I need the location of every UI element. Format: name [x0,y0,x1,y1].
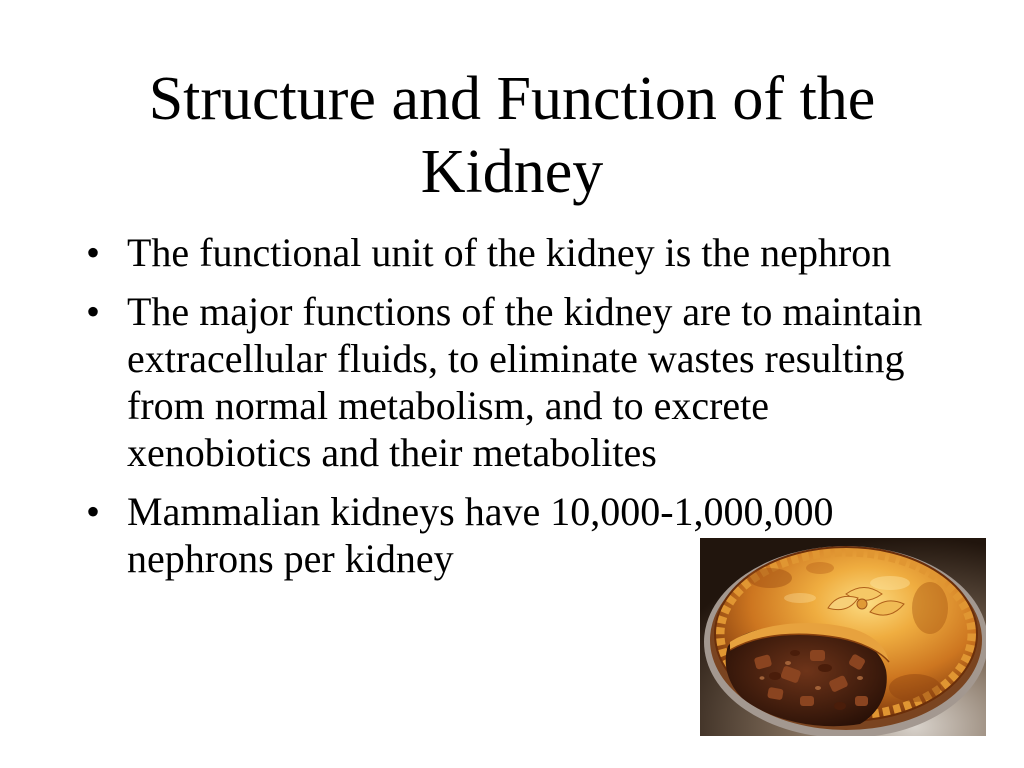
bullet-item [86,288,940,476]
bullet-glyph: • [86,230,101,275]
kidney-pie-photo [700,538,986,736]
bullet-text: Mammalian kidneys have 10,000-1,000,000 nephrons per kidney [127,489,834,581]
bullet-text: The major functions of the kidney are to maintain extracellular fluids, to eliminate wastes resulting from normal metabolism, and to excrete xenobiotics and their metabolites [127,289,923,475]
bullet-item [86,229,940,276]
slide-title: Structure and Function of the Kidney [148,65,876,206]
bullet-text: The functional unit of the kidney is the nephron [127,230,892,275]
bullet-glyph: • [86,289,101,334]
bullet-glyph: • [86,489,101,534]
